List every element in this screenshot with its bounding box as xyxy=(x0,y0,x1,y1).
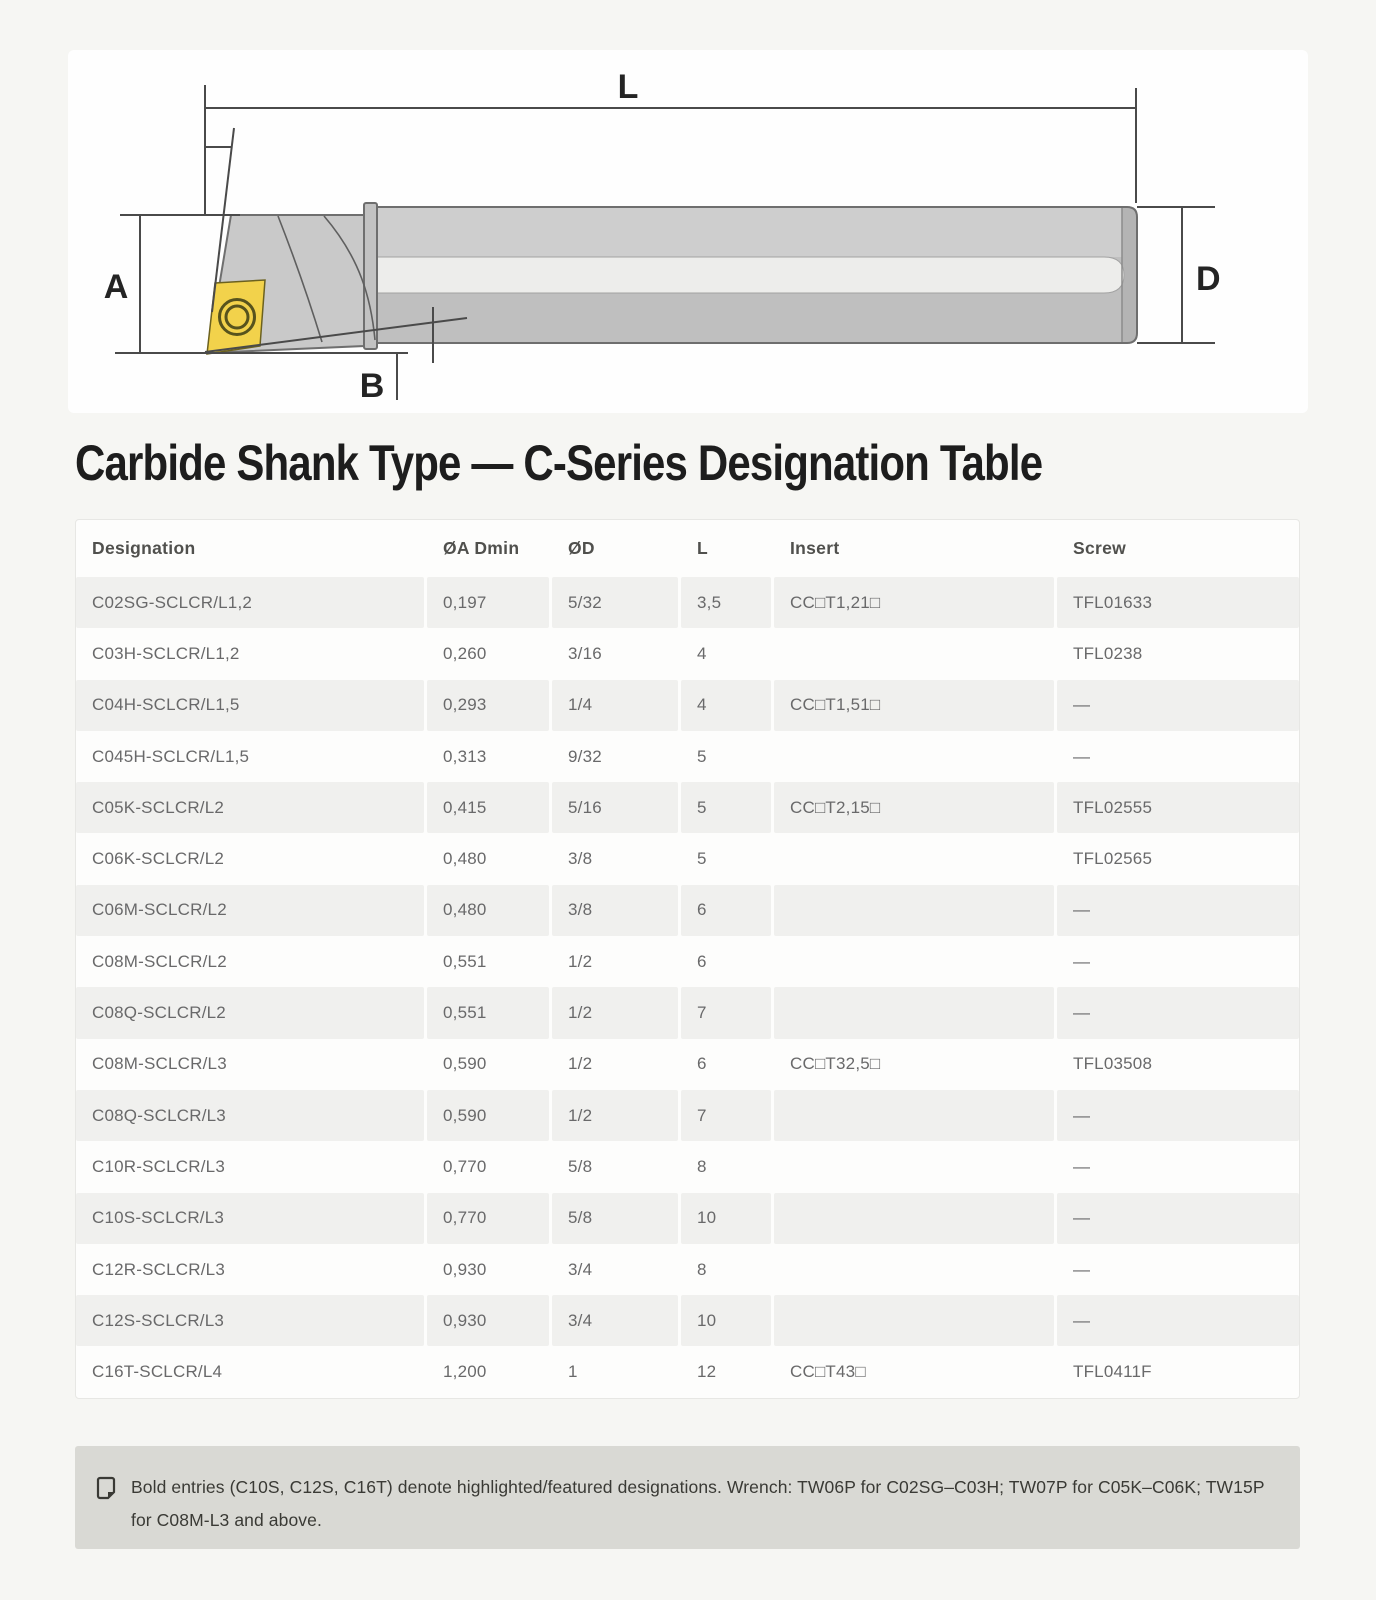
cell-designation: C045H-SCLCR/L1,5 xyxy=(92,746,250,766)
table-row xyxy=(76,885,1299,936)
cell-d: 3/8 xyxy=(552,885,678,936)
table-row xyxy=(76,628,1299,679)
cell-d: 9/32 xyxy=(568,746,602,766)
cell-screw: TFL03508 xyxy=(1073,1054,1153,1074)
cell-designation: C06K-SCLCR/L2 xyxy=(92,849,225,869)
cell-screw: TFL0238 xyxy=(1073,643,1143,663)
table-row xyxy=(76,782,1299,833)
cell-l: 4 xyxy=(681,680,771,731)
table-row xyxy=(76,1244,1299,1295)
column-header: L xyxy=(697,538,708,558)
table-row xyxy=(76,577,1299,628)
cell-screw: — xyxy=(1057,885,1299,936)
table-row xyxy=(76,680,1299,731)
cell-l: 8 xyxy=(697,1156,707,1176)
cell-l: 5 xyxy=(697,849,707,869)
table-row xyxy=(76,1090,1299,1141)
cell-insert xyxy=(774,987,1054,1038)
cell-a_dmin: 0,930 xyxy=(443,1259,487,1279)
dim-label-D: D xyxy=(1196,260,1221,298)
cell-designation: C05K-SCLCR/L2 xyxy=(76,782,424,833)
cell-a_dmin: 0,770 xyxy=(427,1193,549,1244)
cell-a_dmin: 0,590 xyxy=(443,1054,487,1074)
column-header: Designation xyxy=(92,538,196,558)
cell-designation: C08Q-SCLCR/L2 xyxy=(76,987,424,1038)
cell-designation: C12S-SCLCR/L3 xyxy=(76,1295,424,1346)
cell-designation: C02SG-SCLCR/L1,2 xyxy=(76,577,424,628)
table-row xyxy=(76,731,1299,782)
cell-screw: — xyxy=(1057,1295,1299,1346)
cell-d: 3/16 xyxy=(568,643,602,663)
cell-l: 10 xyxy=(681,1193,771,1244)
cell-insert: CC□T2,15□ xyxy=(774,782,1054,833)
cell-l: 7 xyxy=(681,987,771,1038)
cell-a_dmin: 1,200 xyxy=(443,1362,487,1382)
cell-a_dmin: 0,551 xyxy=(443,951,487,971)
footnote-text: Bold entries (C10S, C12S, C16T) denote highlighted/featured designations. Wrench: TW06P for C02SG–C03H; TW07P for C05K–C06K; TW15P for C08M-L3 and above. xyxy=(131,1477,1265,1530)
cell-screw: — xyxy=(1073,746,1091,766)
cell-screw: TFL01633 xyxy=(1057,577,1299,628)
cell-l: 6 xyxy=(697,1054,707,1074)
cell-d: 3/4 xyxy=(568,1259,593,1279)
column-header: Screw xyxy=(1073,538,1127,558)
tool-collar xyxy=(364,203,377,349)
cell-d: 5/16 xyxy=(552,782,678,833)
cell-a_dmin: 0,293 xyxy=(427,680,549,731)
cell-d: 3/8 xyxy=(568,849,593,869)
cell-a_dmin: 0,197 xyxy=(427,577,549,628)
cell-insert xyxy=(774,833,1054,884)
cell-d: 5/32 xyxy=(552,577,678,628)
cell-insert: CC□T1,51□ xyxy=(774,680,1054,731)
dim-label-L: L xyxy=(617,68,639,106)
cell-l: 10 xyxy=(681,1295,771,1346)
cell-insert xyxy=(774,1090,1054,1141)
cell-designation: C08M-SCLCR/L3 xyxy=(92,1054,227,1074)
cell-d: 1/2 xyxy=(552,1090,678,1141)
cell-l: 4 xyxy=(697,643,707,663)
cell-l: 7 xyxy=(681,1090,771,1141)
cell-insert xyxy=(774,1295,1054,1346)
tool-diagram-panel xyxy=(68,50,1308,413)
cell-a_dmin: 0,415 xyxy=(427,782,549,833)
cell-screw: — xyxy=(1057,1090,1299,1141)
cell-insert xyxy=(774,628,1054,679)
cell-a_dmin: 0,590 xyxy=(427,1090,549,1141)
cell-insert xyxy=(774,1193,1054,1244)
cell-insert xyxy=(774,1244,1054,1295)
table-body xyxy=(76,577,1299,1398)
cell-d: 5/8 xyxy=(568,1156,593,1176)
table-row xyxy=(76,1295,1299,1346)
cell-l: 12 xyxy=(697,1362,717,1382)
cell-a_dmin: 0,260 xyxy=(443,643,487,663)
cell-insert xyxy=(774,731,1054,782)
table-row xyxy=(76,1346,1299,1397)
table-row xyxy=(76,1141,1299,1192)
table-header xyxy=(76,520,1299,577)
page-title: Carbide Shank Type — C-Series Designation Table xyxy=(75,435,1043,491)
cell-designation: C03H-SCLCR/L1,2 xyxy=(92,643,240,663)
cell-l: 5 xyxy=(681,782,771,833)
cell-a_dmin: 0,313 xyxy=(443,746,487,766)
cell-screw: TFL0411F xyxy=(1073,1362,1152,1382)
cell-insert: CC□T32,5□ xyxy=(790,1054,881,1074)
cell-d: 1/2 xyxy=(552,987,678,1038)
cell-d: 1/2 xyxy=(568,1054,593,1074)
cell-screw: TFL02555 xyxy=(1057,782,1299,833)
cell-designation: C08M-SCLCR/L2 xyxy=(92,951,227,971)
cell-d: 5/8 xyxy=(552,1193,678,1244)
cell-l: 6 xyxy=(697,951,707,971)
cell-designation: C12R-SCLCR/L3 xyxy=(92,1259,225,1279)
table-row xyxy=(76,1193,1299,1244)
cell-d: 1/4 xyxy=(552,680,678,731)
table-row xyxy=(76,936,1299,987)
table-row xyxy=(76,1039,1299,1090)
cell-screw: — xyxy=(1073,1259,1091,1279)
cell-insert: CC□T43□ xyxy=(790,1362,866,1382)
designation-table xyxy=(75,519,1300,1399)
cell-l: 8 xyxy=(697,1259,707,1279)
cell-l: 6 xyxy=(681,885,771,936)
cell-insert xyxy=(774,1141,1054,1192)
table-row xyxy=(76,987,1299,1038)
cell-a_dmin: 0,551 xyxy=(427,987,549,1038)
note-icon xyxy=(96,1476,116,1505)
cell-designation: C08Q-SCLCR/L3 xyxy=(76,1090,424,1141)
boring-bar-diagram xyxy=(68,50,1308,413)
footnote-bar xyxy=(75,1446,1300,1549)
cell-designation: C04H-SCLCR/L1,5 xyxy=(76,680,424,731)
cell-designation: C10S-SCLCR/L3 xyxy=(76,1193,424,1244)
cell-d: 1 xyxy=(568,1362,578,1382)
cell-screw: TFL02565 xyxy=(1073,849,1153,869)
cell-l: 3,5 xyxy=(681,577,771,628)
table-row xyxy=(76,833,1299,884)
cell-screw: — xyxy=(1073,1156,1091,1176)
column-header: Insert xyxy=(790,538,840,558)
carbide-insert xyxy=(207,280,265,354)
cell-designation: C10R-SCLCR/L3 xyxy=(92,1156,225,1176)
dim-label-B: B xyxy=(359,367,385,405)
cell-screw: — xyxy=(1057,1193,1299,1244)
cell-d: 3/4 xyxy=(552,1295,678,1346)
cell-insert xyxy=(774,885,1054,936)
cell-a_dmin: 0,930 xyxy=(427,1295,549,1346)
cell-screw: — xyxy=(1057,680,1299,731)
column-header: ØD xyxy=(568,538,595,558)
cell-designation: C16T-SCLCR/L4 xyxy=(92,1362,223,1382)
cell-screw: — xyxy=(1073,951,1091,971)
cell-l: 5 xyxy=(697,746,707,766)
dim-label-A: A xyxy=(103,268,129,306)
cell-designation: C06M-SCLCR/L2 xyxy=(76,885,424,936)
cell-a_dmin: 0,480 xyxy=(427,885,549,936)
column-header: ØA Dmin xyxy=(443,538,520,558)
cell-a_dmin: 0,770 xyxy=(443,1156,487,1176)
cell-d: 1/2 xyxy=(568,951,593,971)
cell-insert xyxy=(774,936,1054,987)
tool-shank xyxy=(377,207,1137,343)
cell-screw: — xyxy=(1057,987,1299,1038)
cell-a_dmin: 0,480 xyxy=(443,849,487,869)
cell-insert: CC□T1,21□ xyxy=(774,577,1054,628)
